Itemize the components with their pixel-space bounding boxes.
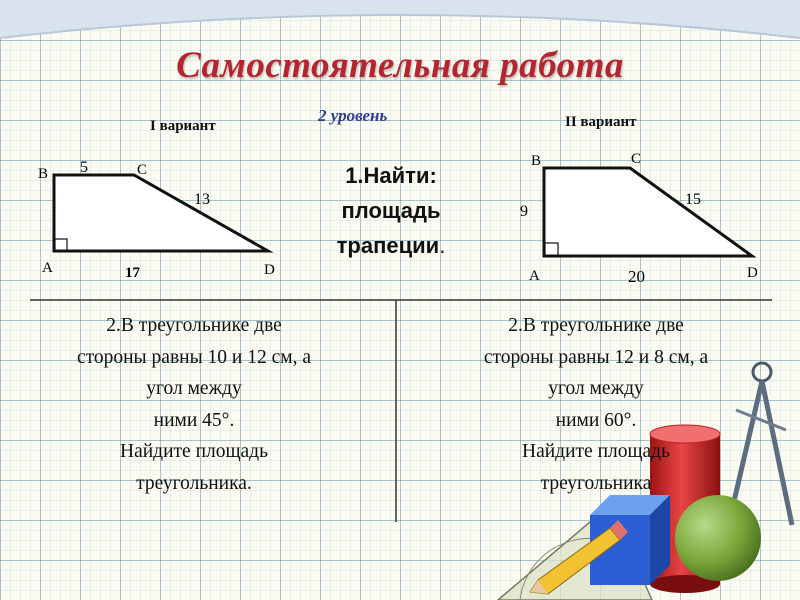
variant-1-label: I вариант (150, 118, 216, 134)
sphere-icon (675, 495, 761, 581)
task-1-line-1: 1.Найти: (345, 163, 437, 188)
vertex-b-2: B (531, 153, 542, 169)
task-2-right-line: ними 60°. (555, 409, 637, 431)
vertex-a-2: A (529, 268, 540, 284)
vertex-d-1: D (264, 262, 275, 278)
task-1-line-3-text: трапеции (336, 233, 440, 258)
side-bc-1: 5 (80, 159, 88, 176)
variant-2-label: II вариант (565, 114, 637, 130)
task-2-right-line: 2.В треугольнике две (508, 315, 684, 336)
side-cd-2: 15 (685, 191, 701, 208)
side-ad-1: 17 (125, 265, 140, 281)
side-ad-2: 20 (628, 267, 645, 286)
task-2-right-line: стороны равны 12 и 8 см, а (483, 346, 709, 368)
side-cd-1: 13 (194, 191, 210, 208)
vertex-a-1: A (42, 260, 53, 276)
side-ab-2: 9 (520, 203, 528, 220)
vertex-c-2: C (631, 151, 642, 167)
task-2-right-line: Найдите площадь (522, 441, 670, 462)
vertex-b-1: B (38, 166, 49, 182)
task-2-right-line: треугольника (540, 472, 652, 494)
task-2-left-line: стороны равны 10 и 12 см, а (76, 346, 312, 368)
task-2-right-line: угол между (548, 378, 644, 399)
vertex-c-1: C (137, 162, 148, 178)
task-1-line-2: площадь (341, 198, 441, 223)
task-2-left-line: ними 45°. (153, 409, 235, 431)
task-1-period: . (439, 233, 446, 258)
task-2-left-line: 2.В треугольнике две (106, 315, 282, 336)
task-2-left-line: угол между (146, 378, 242, 399)
task-2-left-line: Найдите площадь (120, 441, 268, 462)
slide-title: Самостоятельная работа (176, 45, 624, 86)
level-label: 2 уровень (318, 106, 388, 125)
task-2-left-line: треугольника. (136, 472, 252, 494)
vertex-d-2: D (747, 265, 758, 281)
task-2-variant-2 (406, 310, 786, 499)
